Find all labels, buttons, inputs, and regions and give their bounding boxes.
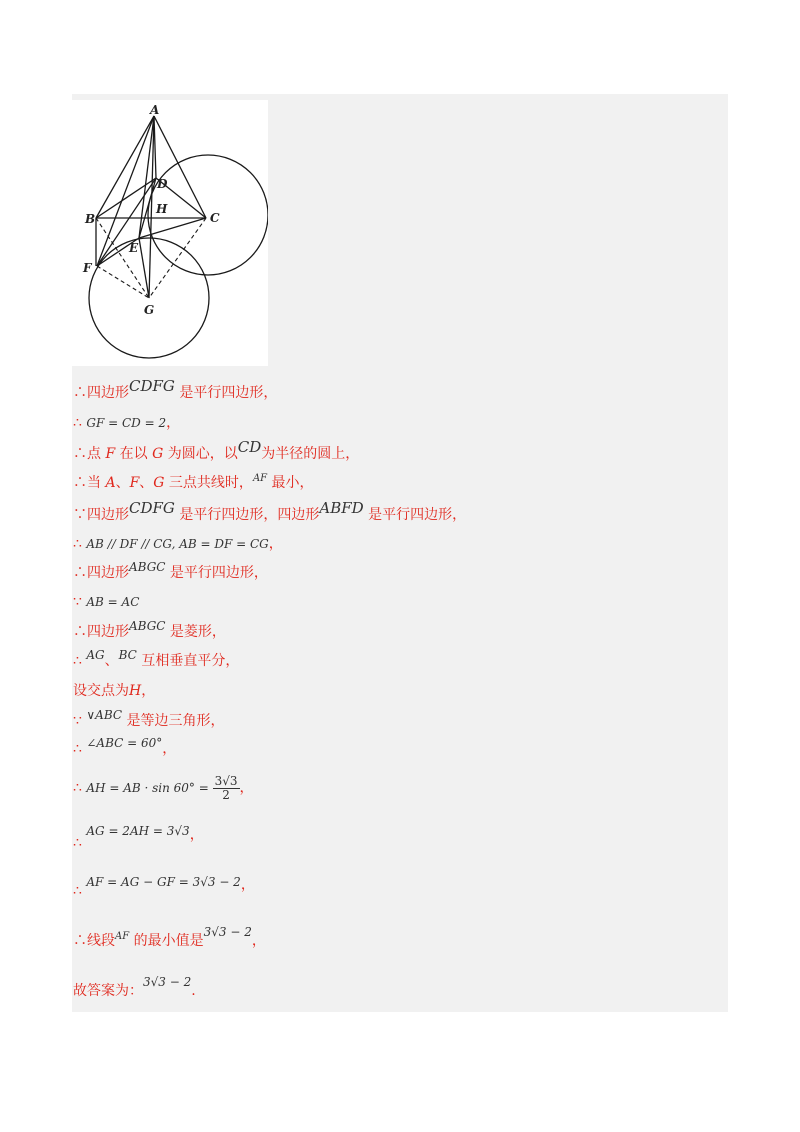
label-e: E	[129, 241, 139, 255]
therefore-symbol: ∴	[73, 741, 82, 757]
text: ，	[240, 877, 255, 893]
var: G	[153, 475, 165, 491]
fraction	[213, 775, 240, 802]
math-expr: CDFG	[129, 499, 175, 517]
solution-line-9	[73, 619, 226, 641]
therefore-symbol: ∴	[73, 446, 87, 462]
math-expr: AB = AC	[86, 595, 140, 609]
text: 四边形	[87, 507, 129, 523]
therefore-symbol: ∴	[73, 653, 82, 669]
math-expr: AG	[86, 648, 105, 662]
geometry-figure	[72, 100, 268, 366]
solution-line-4	[73, 474, 314, 494]
math-expr: 3√3 − 2	[203, 925, 252, 939]
math-expr: AH = AB · sin 60° =	[86, 781, 213, 795]
text: 点	[87, 446, 106, 462]
text: 是平行四边形，四边形	[174, 507, 320, 523]
math-expr: AB // DF // CG, AB = DF = CG	[86, 537, 269, 551]
text: ，	[268, 536, 283, 552]
label-a: A	[150, 103, 160, 117]
math-expr: ABFD	[319, 499, 364, 517]
text: 互相垂直平分，	[136, 653, 240, 669]
therefore-symbol: ∴	[73, 415, 82, 431]
therefore-symbol: ∴	[73, 475, 87, 491]
var: G	[152, 446, 164, 462]
therefore-symbol: ∴	[73, 385, 87, 401]
text: 线段	[87, 933, 115, 949]
therefore-symbol: ∴	[73, 536, 82, 552]
math-expr: ABGC	[129, 560, 166, 574]
math-expr: AF = AG − GF = 3√3 − 2	[86, 875, 241, 889]
because-symbol: ∵	[73, 507, 87, 523]
solution-line-16	[73, 868, 255, 902]
text: ，	[141, 683, 156, 699]
math-expr: AF	[115, 931, 130, 942]
text: 最小，	[267, 475, 314, 491]
therefore-symbol: ∴	[73, 883, 82, 899]
solution-line-3	[73, 438, 360, 463]
text: 是菱形，	[165, 624, 226, 640]
var: A	[105, 475, 116, 491]
solution-line-10	[73, 648, 240, 670]
text: ，	[239, 780, 254, 796]
math-expr: ∠ABC = 60°	[86, 736, 163, 750]
text: 是平行四边形，	[165, 565, 268, 581]
math-expr: CD	[237, 438, 262, 456]
therefore-symbol: ∴	[73, 624, 87, 640]
text: 三点共线时，	[164, 475, 253, 491]
therefore-symbol: ∴	[73, 780, 82, 796]
var: F	[129, 475, 140, 491]
solution-line-17	[73, 925, 266, 956]
fraction-denominator: 2	[222, 787, 230, 802]
because-symbol: ∵	[73, 713, 82, 729]
text: ，	[162, 741, 177, 757]
label-f: F	[83, 261, 92, 275]
solution-line-1	[73, 377, 278, 402]
text: .	[191, 983, 196, 999]
text: 设交点为	[73, 683, 129, 699]
math-expr: GF = CD = 2	[86, 416, 167, 430]
solution-line-12	[73, 708, 225, 730]
therefore-symbol: ∴	[73, 933, 87, 949]
text: 四边形	[87, 624, 129, 640]
solution-line-2	[73, 414, 180, 432]
therefore-symbol: ∴	[73, 565, 87, 581]
math-expr: BC	[118, 648, 137, 662]
var: F	[105, 446, 116, 462]
solution-line-18	[73, 975, 196, 1004]
label-g: G	[144, 303, 155, 317]
text: 为半径的圆上，	[261, 446, 360, 462]
text: 、	[139, 475, 154, 491]
solution-line-6	[73, 535, 283, 553]
text: 的最小值是	[129, 933, 204, 949]
text: ，	[189, 827, 204, 843]
label-d: D	[157, 177, 168, 191]
math-expr: AF	[252, 473, 268, 484]
text: ，	[251, 933, 266, 949]
math-expr: AG = 2AH = 3√3	[86, 824, 190, 838]
text: 四边形	[87, 385, 129, 401]
solution-line-5	[73, 499, 467, 524]
solution-line-7	[73, 560, 268, 582]
text: 为圆心，以	[163, 446, 238, 462]
var: H	[129, 683, 142, 699]
text: 是等边三角形，	[122, 713, 225, 729]
text: 是平行四边形，	[363, 507, 467, 523]
text: 四边形	[87, 565, 129, 581]
text: 、	[115, 475, 130, 491]
text: 故答案为：	[73, 983, 143, 999]
text: 当	[87, 475, 106, 491]
geometry-diagram	[72, 100, 268, 366]
label-b: B	[85, 212, 96, 226]
solution-line-13	[73, 736, 177, 758]
solution-line-8	[73, 593, 139, 611]
solution-line-11	[73, 682, 155, 700]
because-symbol: ∵	[73, 594, 82, 610]
fraction-numerator: 3√3	[214, 773, 238, 788]
solution-line-14	[73, 771, 254, 805]
label-c: C	[210, 211, 220, 225]
text: 在以	[115, 446, 153, 462]
math-expr: 3√3 − 2	[143, 975, 192, 989]
text: 是平行四边形，	[174, 385, 278, 401]
math-expr: CDFG	[129, 377, 175, 395]
therefore-symbol: ∴	[73, 835, 82, 851]
math-expr: ABGC	[129, 619, 166, 633]
text: ，	[166, 415, 181, 431]
label-h: H	[156, 202, 168, 216]
math-expr: ∨ABC	[86, 708, 123, 722]
solution-line-15	[73, 818, 204, 852]
text: 、	[104, 653, 119, 669]
